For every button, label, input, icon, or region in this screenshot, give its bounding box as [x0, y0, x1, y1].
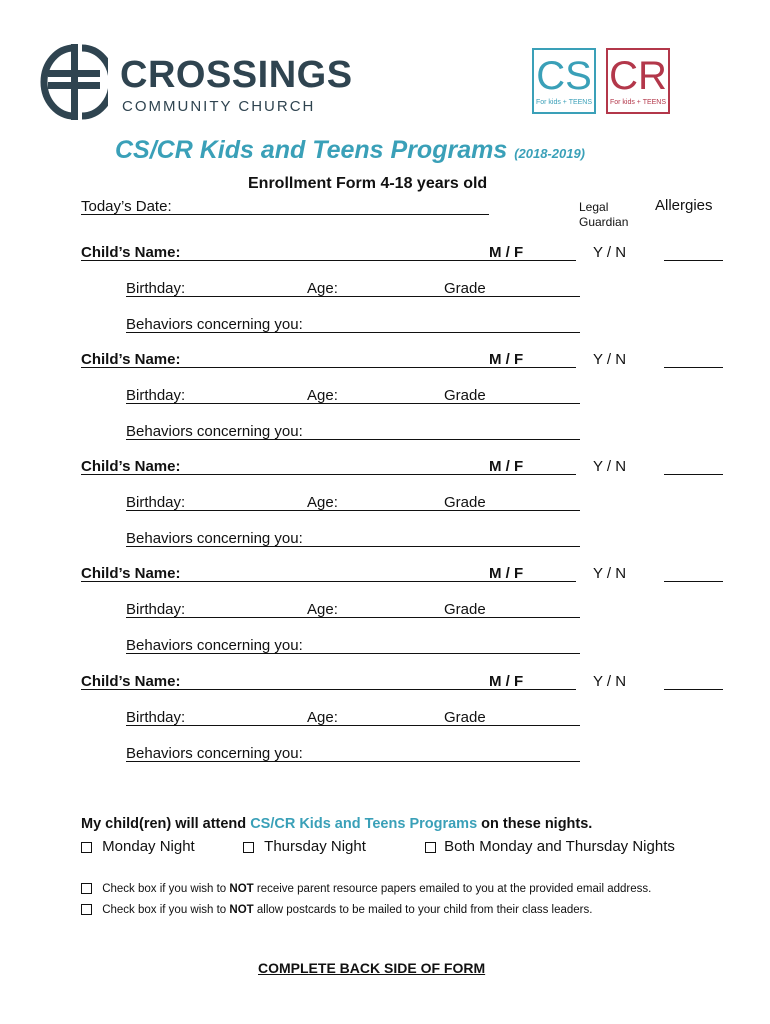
behaviors-label: Behaviors concerning you:	[126, 423, 303, 440]
attend-pre: My child(ren) will attend	[81, 816, 251, 832]
logo-subtitle: COMMUNITY CHURCH	[122, 98, 316, 115]
form-subtitle: Enrollment Form 4-18 years old	[248, 175, 488, 192]
guardian-yn-label: Y / N	[593, 458, 627, 475]
guardian-yn-label: Y / N	[593, 565, 627, 582]
age-label: Age:	[307, 709, 338, 726]
birthday-field[interactable]	[126, 725, 580, 726]
behaviors-field[interactable]	[126, 546, 580, 547]
birthday-label: Birthday:	[126, 709, 186, 726]
child-name-label: Child’s Name:	[81, 673, 181, 690]
birthday-field[interactable]	[126, 617, 580, 618]
attend-program: CS/CR Kids and Teens Programs	[250, 816, 478, 832]
sex-label: M / F	[489, 565, 524, 582]
both-label: Both Monday and Thursday Nights	[444, 838, 675, 855]
no-postcards-checkbox[interactable]	[81, 904, 92, 915]
no-email-pre: Check box if you wish to	[102, 883, 230, 895]
option-no-postcards[interactable]	[81, 904, 592, 916]
attend-statement	[81, 816, 592, 832]
allergies-label: Allergies	[655, 197, 713, 214]
title-years: (2018-2019)	[514, 146, 586, 161]
thursday-checkbox[interactable]	[243, 842, 254, 853]
no-postcards-post: allow postcards to be mailed to your child from their class leaders.	[253, 904, 593, 916]
night-option-monday[interactable]	[81, 838, 195, 855]
child-name-field[interactable]	[81, 581, 576, 582]
child-name-field[interactable]	[81, 260, 576, 261]
age-label: Age:	[307, 601, 338, 618]
child-name-field[interactable]	[81, 367, 576, 368]
night-option-thursday[interactable]	[243, 838, 366, 855]
grade-label: Grade	[444, 494, 486, 511]
sex-label: M / F	[489, 458, 524, 475]
child-name-label: Child’s Name:	[81, 458, 181, 475]
cs-badge	[532, 48, 596, 114]
grade-label: Grade	[444, 280, 486, 297]
birthday-label: Birthday:	[126, 387, 186, 404]
behaviors-label: Behaviors concerning you:	[126, 745, 303, 762]
behaviors-label: Behaviors concerning you:	[126, 316, 303, 333]
allergies-field[interactable]	[664, 689, 723, 690]
no-email-post: receive parent resource papers emailed to you at the provided email address.	[253, 883, 652, 895]
birthday-field[interactable]	[126, 403, 580, 404]
title-main: CS/CR Kids and Teens Programs	[115, 136, 508, 164]
church-logo	[40, 44, 353, 124]
sex-label: M / F	[489, 244, 524, 261]
guardian-yn-label: Y / N	[593, 244, 627, 261]
todays-date-field[interactable]	[81, 214, 489, 215]
behaviors-field[interactable]	[126, 332, 580, 333]
cr-badge-tagline: For kids + TEENS	[609, 99, 667, 106]
birthday-label: Birthday:	[126, 601, 186, 618]
sex-label: M / F	[489, 351, 524, 368]
guardian-yn-label: Y / N	[593, 673, 627, 690]
allergies-field[interactable]	[664, 474, 723, 475]
night-option-both[interactable]	[425, 838, 675, 855]
sex-label: M / F	[489, 673, 524, 690]
age-label: Age:	[307, 387, 338, 404]
child-name-field[interactable]	[81, 474, 576, 475]
child-name-label: Child’s Name:	[81, 565, 181, 582]
birthday-field[interactable]	[126, 510, 580, 511]
no-postcards-pre: Check box if you wish to	[102, 904, 230, 916]
grade-label: Grade	[444, 709, 486, 726]
allergies-field[interactable]	[664, 367, 723, 368]
guardian-yn-label: Y / N	[593, 351, 627, 368]
behaviors-field[interactable]	[126, 653, 580, 654]
guardian-label: Guardian	[579, 215, 629, 229]
attend-post: on these nights.	[477, 816, 593, 832]
age-label: Age:	[307, 494, 338, 511]
todays-date-label: Today’s Date:	[81, 198, 172, 215]
birthday-label: Birthday:	[126, 280, 186, 297]
footer-instruction: COMPLETE BACK SIDE OF FORM	[258, 960, 486, 976]
birthday-field[interactable]	[126, 296, 580, 297]
cr-badge-text: CR	[609, 54, 667, 98]
option-no-email[interactable]	[81, 883, 651, 895]
grade-label: Grade	[444, 601, 486, 618]
allergies-field[interactable]	[664, 260, 723, 261]
cr-badge	[606, 48, 670, 114]
child-name-label: Child’s Name:	[81, 244, 181, 261]
thursday-label: Thursday Night	[264, 838, 366, 855]
logo-name: CROSSINGS	[120, 54, 353, 96]
monday-checkbox[interactable]	[81, 842, 92, 853]
cs-badge-text: CS	[536, 54, 592, 98]
page-title	[115, 136, 585, 165]
behaviors-field[interactable]	[126, 439, 580, 440]
child-name-label: Child’s Name:	[81, 351, 181, 368]
behaviors-label: Behaviors concerning you:	[126, 530, 303, 547]
child-name-field[interactable]	[81, 689, 576, 690]
legal-label: Legal	[579, 200, 609, 214]
grade-label: Grade	[444, 387, 486, 404]
no-email-checkbox[interactable]	[81, 883, 92, 894]
age-label: Age:	[307, 280, 338, 297]
both-checkbox[interactable]	[425, 842, 436, 853]
cs-badge-tagline: For kids + TEENS	[535, 99, 593, 106]
monday-label: Monday Night	[102, 838, 195, 855]
no-email-emph: NOT	[229, 883, 254, 895]
no-postcards-emph: NOT	[229, 904, 254, 916]
behaviors-label: Behaviors concerning you:	[126, 637, 303, 654]
behaviors-field[interactable]	[126, 761, 580, 762]
allergies-field[interactable]	[664, 581, 723, 582]
cross-icon	[40, 44, 108, 120]
birthday-label: Birthday:	[126, 494, 186, 511]
